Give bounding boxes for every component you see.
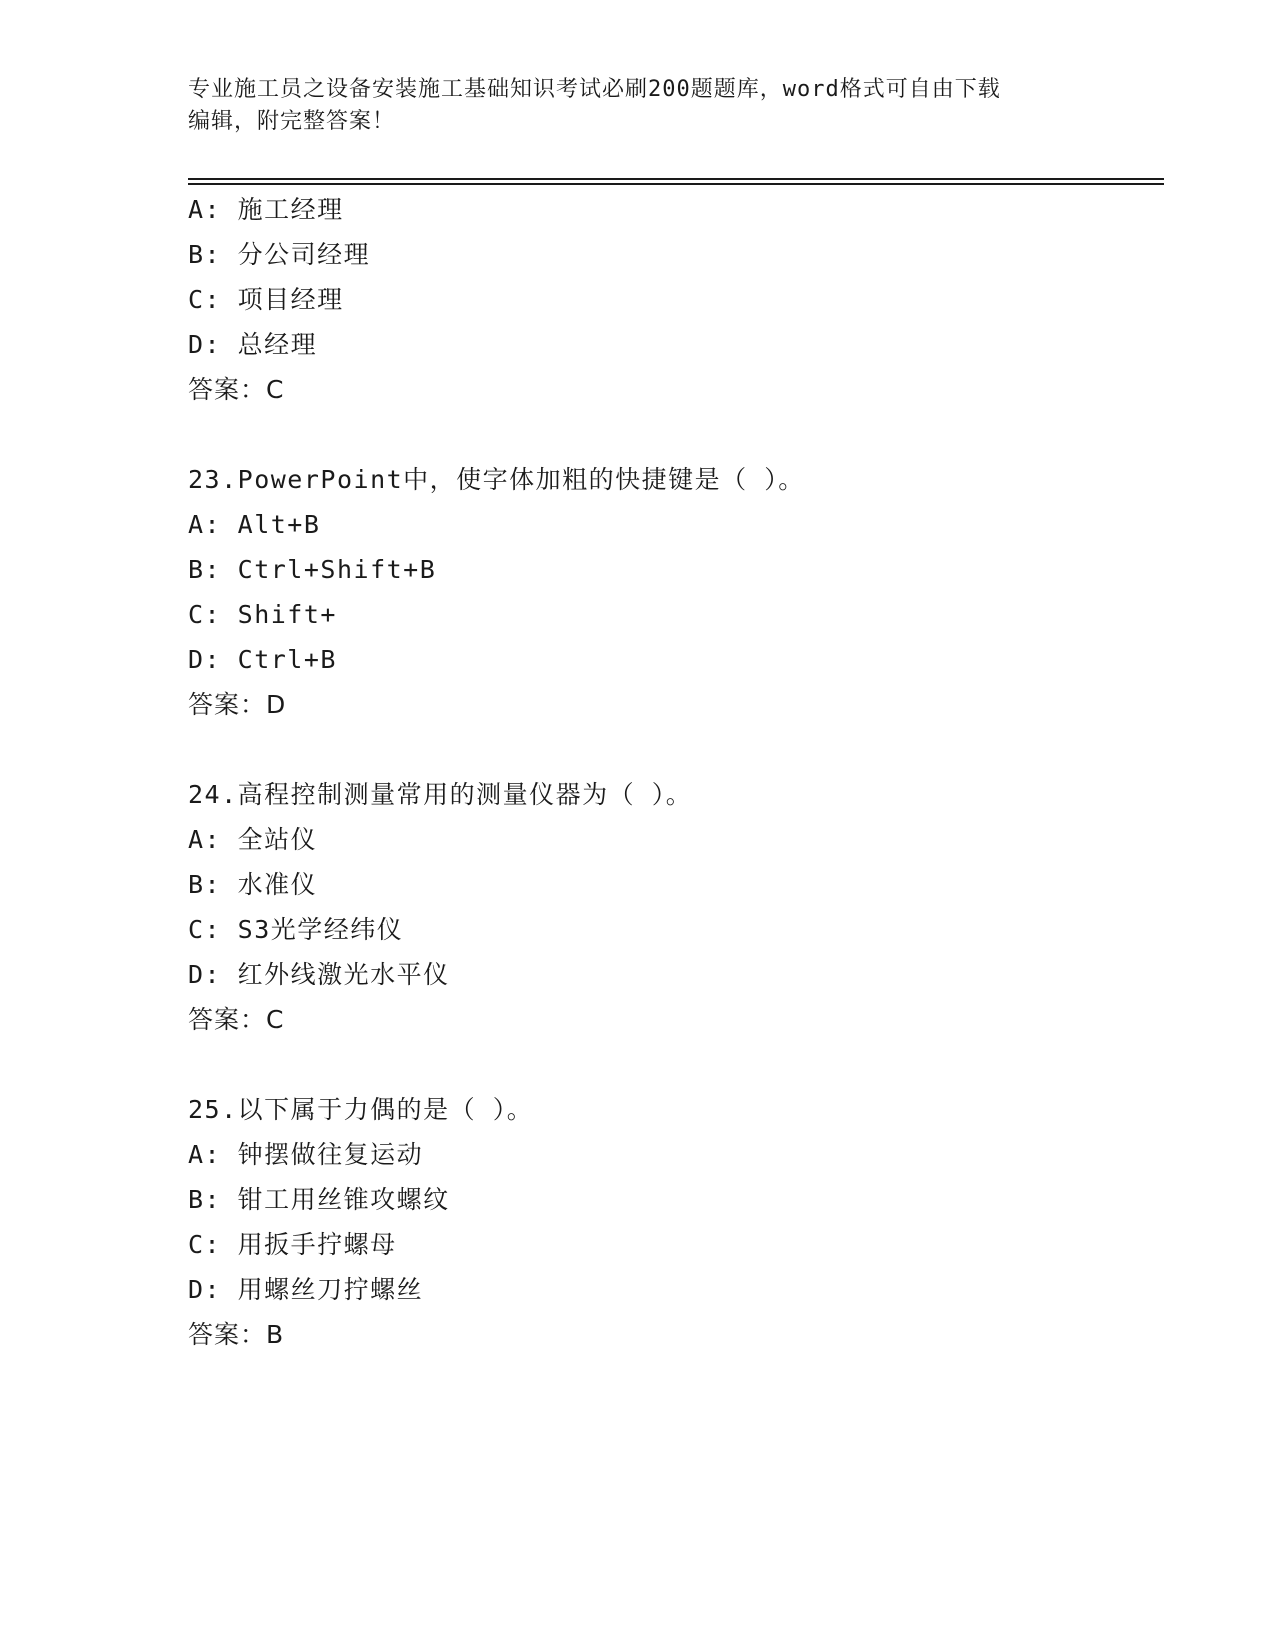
q25-stem: 25.以下属于力偶的是（ ）。 xyxy=(188,1095,534,1124)
q23-stem: 23.PowerPoint中，使字体加粗的快捷键是（ ）。 xyxy=(188,465,805,494)
q25-answer: 答案：B xyxy=(188,1320,285,1349)
header-line-1: 专业施工员之设备安装施工基础知识考试必刷200题题库，word格式可自由下载 xyxy=(188,77,1001,102)
q22-answer: 答案：C xyxy=(188,375,285,404)
q22-option-a: A: 施工经理 xyxy=(188,195,344,224)
q24-answer: 答案：C xyxy=(188,1005,285,1034)
document-header xyxy=(188,74,1088,138)
q23-option-d: D: Ctrl+B xyxy=(188,645,337,674)
q24-stem: 24.高程控制测量常用的测量仪器为（ ）。 xyxy=(188,780,693,809)
header-divider-top xyxy=(188,178,1164,180)
q25-option-b: B: 钳工用丝锥攻螺纹 xyxy=(188,1185,450,1214)
q23-option-a: A: Alt+B xyxy=(188,510,321,539)
q22-option-d: D: 总经理 xyxy=(188,330,318,359)
header-line-2: 编辑，附完整答案！ xyxy=(188,109,396,134)
q24-option-d: D: 红外线激光水平仪 xyxy=(188,960,450,989)
header-divider-bottom xyxy=(188,183,1164,185)
q24-option-a: A: 全站仪 xyxy=(188,825,318,854)
q23-option-c: C: Shift+ xyxy=(188,600,337,629)
q25-option-c: C: 用扳手拧螺母 xyxy=(188,1230,397,1259)
q24-option-b: B: 水准仪 xyxy=(188,870,318,899)
q22-option-b: B: 分公司经理 xyxy=(188,240,371,269)
q23-answer: 答案：D xyxy=(188,690,287,719)
q25-option-a: A: 钟摆做往复运动 xyxy=(188,1140,424,1169)
q23-option-b: B: Ctrl+Shift+B xyxy=(188,555,437,584)
q25-option-d: D: 用螺丝刀拧螺丝 xyxy=(188,1275,424,1304)
q22-option-c: C: 项目经理 xyxy=(188,285,344,314)
q24-option-c: C: S3光学经纬仪 xyxy=(188,915,404,944)
